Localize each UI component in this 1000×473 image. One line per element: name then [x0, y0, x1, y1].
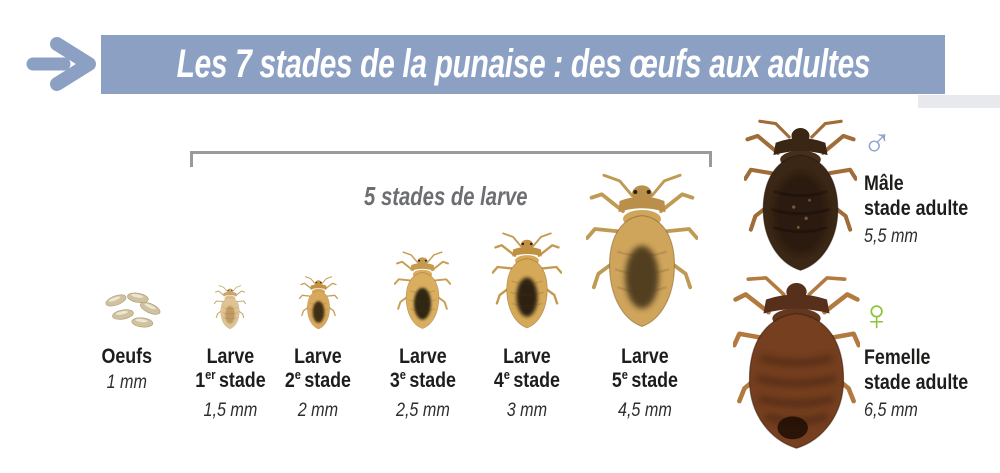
- stage-size: 1,5 mm: [203, 400, 257, 421]
- larva-5-image: [586, 173, 698, 341]
- stage-label-larve-5: [570, 345, 720, 422]
- stage-name: Oeufs: [101, 345, 153, 368]
- stage-name: Larve: [399, 345, 447, 368]
- adult-stage: stade adulte: [864, 371, 969, 394]
- banner-shadow: [918, 95, 1000, 108]
- larva-group-label: 5 stades de larve: [364, 181, 528, 211]
- stage-size: 4,5 mm: [618, 400, 672, 421]
- adult-stage: stade adulte: [864, 197, 969, 220]
- stage-number: 5e stade: [611, 367, 679, 392]
- stage-name: Larve: [206, 345, 254, 368]
- larva-group-bracket: [190, 151, 712, 167]
- male-symbol-icon: ♂: [862, 120, 892, 164]
- stage-number: 2e stade: [284, 367, 352, 392]
- adult-male-label: [864, 171, 1000, 248]
- stage-size: 2 mm: [297, 400, 339, 421]
- larva-4-image: [492, 232, 562, 337]
- larva-1-image: [214, 285, 246, 333]
- female-symbol-icon: ♀: [860, 291, 893, 340]
- adult-female-label: [864, 345, 1000, 422]
- adult-male-image: [744, 119, 857, 277]
- page-title: Les 7 stades de la punaise : des œufs aux adultes: [176, 42, 870, 86]
- larva-3-image: [394, 251, 451, 336]
- stage-name: Larve: [621, 345, 669, 368]
- stage-number: 4e stade: [493, 367, 561, 392]
- adult-name: Femelle: [864, 346, 931, 369]
- stage-name: Larve: [503, 345, 551, 368]
- stage-size: 1 mm: [106, 372, 148, 393]
- right-arrow-icon: [26, 36, 102, 92]
- stage-number: 3e stade: [389, 367, 457, 392]
- stage-size: 2,5 mm: [396, 400, 450, 421]
- adult-size: 5,5 mm: [864, 226, 918, 247]
- stage-name: Larve: [294, 345, 342, 368]
- eggs-image: [95, 289, 165, 333]
- stage-size: 3 mm: [506, 400, 548, 421]
- larva-2-image: [299, 276, 338, 334]
- adult-female-image: [733, 274, 860, 452]
- title-banner: [101, 35, 945, 94]
- adult-name: Mâle: [864, 172, 904, 195]
- adult-size: 6,5 mm: [864, 400, 918, 421]
- stage-number: 1er stade: [194, 367, 266, 392]
